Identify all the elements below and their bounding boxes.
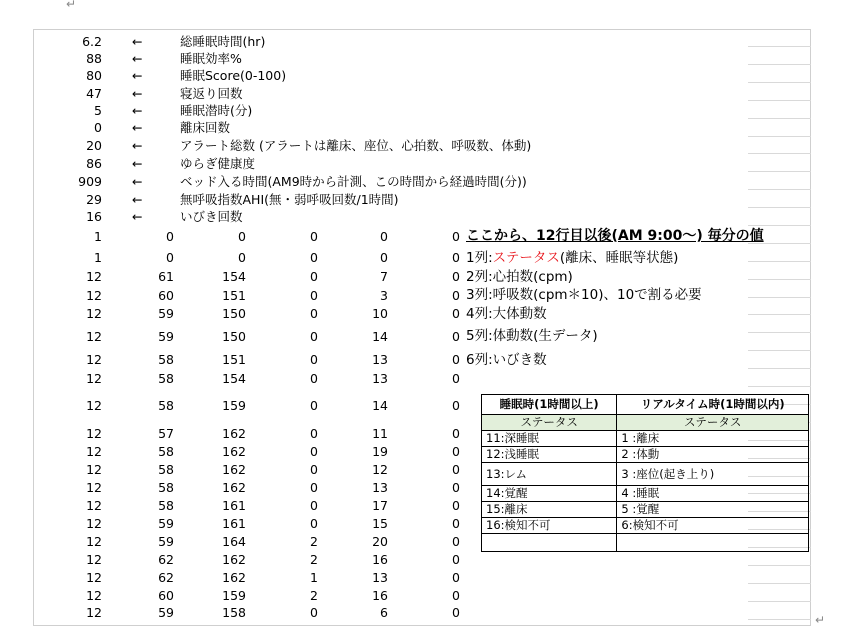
gridline bbox=[748, 350, 811, 351]
gridline bbox=[748, 64, 811, 65]
data-cell: 12 bbox=[86, 480, 102, 495]
data-cell: 0 bbox=[452, 570, 460, 585]
gridline bbox=[748, 82, 811, 83]
summary-arrow: ← bbox=[132, 34, 143, 49]
data-cell: 13 bbox=[372, 371, 388, 386]
data-cell: 58 bbox=[158, 498, 174, 513]
data-cell: 162 bbox=[222, 480, 246, 495]
legend-right-item: 2 :体動 bbox=[617, 447, 809, 463]
legend-header-realtime: リアルタイム時(1時間以内) bbox=[617, 395, 809, 415]
legend-right-item: 5 :覚醒 bbox=[617, 502, 809, 518]
data-cell: 14 bbox=[372, 398, 388, 413]
data-cell: 12 bbox=[86, 398, 102, 413]
gridline bbox=[748, 100, 811, 101]
summary-arrow: ← bbox=[132, 120, 143, 135]
gridline bbox=[748, 583, 811, 584]
data-cell: 58 bbox=[158, 371, 174, 386]
gridline bbox=[748, 565, 811, 566]
legend-left-item: 11:深睡眠 bbox=[482, 431, 617, 447]
data-cell: 12 bbox=[86, 516, 102, 531]
data-cell: 19 bbox=[372, 444, 388, 459]
data-cell: 2 bbox=[310, 588, 318, 603]
data-cell: 15 bbox=[372, 516, 388, 531]
data-cell: 164 bbox=[222, 534, 246, 549]
legend-left-item: 16:検知不可 bbox=[482, 518, 617, 534]
data-cell: 58 bbox=[158, 462, 174, 477]
data-cell: 0 bbox=[310, 398, 318, 413]
summary-arrow: ← bbox=[132, 209, 143, 224]
legend-left-item: 13:レム bbox=[482, 463, 617, 486]
data-cell: 7 bbox=[380, 269, 388, 284]
data-cell: 0 bbox=[310, 269, 318, 284]
summary-arrow: ← bbox=[132, 192, 143, 207]
legend-right-item: 1 :離床 bbox=[617, 431, 809, 447]
data-cell: 58 bbox=[158, 480, 174, 495]
data-cell: 59 bbox=[158, 516, 174, 531]
minute-data-headline: ここから、12行目以後(AM 9:00～) 毎分の値 bbox=[466, 228, 764, 244]
data-cell: 0 bbox=[452, 352, 460, 367]
data-cell: 62 bbox=[158, 552, 174, 567]
data-cell: 0 bbox=[310, 250, 318, 265]
data-cell: 58 bbox=[158, 398, 174, 413]
gridline bbox=[748, 297, 811, 298]
legend-left-item: 15:離床 bbox=[482, 502, 617, 518]
data-cell: 1 bbox=[94, 250, 102, 265]
data-cell: 10 bbox=[372, 306, 388, 321]
data-cell: 0 bbox=[452, 229, 460, 244]
summary-label: ベッド入る時間(AM9時から計測、この時間から経過時間(分)) bbox=[180, 174, 527, 189]
data-cell: 0 bbox=[238, 229, 246, 244]
note-col2: 2列:心拍数(cpm) bbox=[466, 269, 573, 285]
data-cell: 0 bbox=[452, 480, 460, 495]
data-cell: 151 bbox=[222, 288, 246, 303]
data-cell: 150 bbox=[222, 306, 246, 321]
data-cell: 13 bbox=[372, 352, 388, 367]
data-cell: 16 bbox=[372, 588, 388, 603]
data-cell: 16 bbox=[372, 552, 388, 567]
data-cell: 57 bbox=[158, 426, 174, 441]
data-cell: 59 bbox=[158, 306, 174, 321]
data-cell: 12 bbox=[86, 444, 102, 459]
note-col5: 5列:体動数(生データ) bbox=[466, 328, 598, 344]
data-cell: 0 bbox=[310, 498, 318, 513]
data-cell: 0 bbox=[452, 329, 460, 344]
gridline bbox=[748, 601, 811, 602]
note-col4: 4列:大体動数 bbox=[466, 306, 547, 322]
data-cell: 0 bbox=[310, 306, 318, 321]
data-cell: 12 bbox=[86, 570, 102, 585]
data-cell: 0 bbox=[166, 250, 174, 265]
data-cell: 12 bbox=[86, 426, 102, 441]
summary-value: 0 bbox=[94, 120, 102, 135]
data-cell: 62 bbox=[158, 570, 174, 585]
data-cell: 59 bbox=[158, 605, 174, 620]
data-cell: 12 bbox=[86, 552, 102, 567]
data-cell: 154 bbox=[222, 269, 246, 284]
data-cell: 158 bbox=[222, 605, 246, 620]
data-cell: 0 bbox=[452, 605, 460, 620]
data-cell: 161 bbox=[222, 498, 246, 513]
data-cell: 0 bbox=[310, 329, 318, 344]
data-cell: 162 bbox=[222, 462, 246, 477]
summary-label: 睡眠潜時(分) bbox=[180, 103, 253, 118]
summary-label: 離床回数 bbox=[180, 120, 231, 135]
gridline bbox=[748, 368, 811, 369]
data-cell: 12 bbox=[86, 269, 102, 284]
gridline bbox=[748, 279, 811, 280]
data-cell: 154 bbox=[222, 371, 246, 386]
note-col1-status: ステータス bbox=[492, 250, 560, 266]
summary-label: 総睡眠時間(hr) bbox=[180, 34, 266, 49]
data-cell: 12 bbox=[86, 371, 102, 386]
data-cell: 0 bbox=[452, 250, 460, 265]
data-cell: 60 bbox=[158, 588, 174, 603]
data-cell: 0 bbox=[310, 229, 318, 244]
data-cell: 162 bbox=[222, 444, 246, 459]
data-cell: 0 bbox=[310, 605, 318, 620]
data-cell: 0 bbox=[310, 288, 318, 303]
data-cell: 14 bbox=[372, 329, 388, 344]
data-cell: 59 bbox=[158, 534, 174, 549]
summary-arrow: ← bbox=[132, 68, 143, 83]
data-cell: 12 bbox=[86, 498, 102, 513]
gridline bbox=[748, 261, 811, 262]
summary-label: 無呼吸指数AHI(無・弱呼吸回数/1時間) bbox=[180, 192, 399, 207]
data-cell: 162 bbox=[222, 570, 246, 585]
data-cell: 12 bbox=[86, 352, 102, 367]
data-cell: 12 bbox=[86, 534, 102, 549]
gridline bbox=[748, 46, 811, 47]
note-col1 bbox=[466, 250, 678, 266]
data-cell: 0 bbox=[166, 229, 174, 244]
gridline bbox=[748, 314, 811, 315]
data-cell: 161 bbox=[222, 516, 246, 531]
data-cell: 12 bbox=[86, 306, 102, 321]
data-cell: 59 bbox=[158, 329, 174, 344]
data-cell: 0 bbox=[380, 250, 388, 265]
gridline bbox=[748, 332, 811, 333]
data-cell: 0 bbox=[452, 552, 460, 567]
data-cell: 0 bbox=[452, 306, 460, 321]
legend-right-item: 3 :座位(起き上り) bbox=[617, 463, 809, 486]
data-cell: 0 bbox=[452, 516, 460, 531]
legend-right-item: 6:検知不可 bbox=[617, 518, 809, 534]
summary-value: 47 bbox=[86, 86, 102, 101]
data-cell: 0 bbox=[452, 269, 460, 284]
data-cell: 12 bbox=[86, 288, 102, 303]
data-cell: 58 bbox=[158, 352, 174, 367]
legend-empty-cell bbox=[482, 534, 617, 552]
gridline bbox=[748, 189, 811, 190]
data-cell: 0 bbox=[452, 426, 460, 441]
summary-label: 寝返り回数 bbox=[180, 86, 243, 101]
data-cell: 60 bbox=[158, 288, 174, 303]
legend-header-sleep: 睡眠時(1時間以上) bbox=[482, 395, 617, 415]
summary-value: 909 bbox=[78, 174, 102, 189]
summary-value: 5 bbox=[94, 103, 102, 118]
summary-arrow: ← bbox=[132, 156, 143, 171]
data-cell: 0 bbox=[310, 371, 318, 386]
data-cell: 20 bbox=[372, 534, 388, 549]
summary-arrow: ← bbox=[132, 174, 143, 189]
data-cell: 6 bbox=[380, 605, 388, 620]
summary-value: 86 bbox=[86, 156, 102, 171]
data-cell: 0 bbox=[238, 250, 246, 265]
gridline bbox=[748, 153, 811, 154]
data-cell: 1 bbox=[94, 229, 102, 244]
note-col3: 3列:呼吸数(cpm＊10)、10で割る必要 bbox=[466, 287, 702, 303]
paragraph-mark-bottom: ↵ bbox=[815, 613, 826, 627]
data-cell: 3 bbox=[380, 288, 388, 303]
data-cell: 151 bbox=[222, 352, 246, 367]
legend-right-item: 4 :睡眠 bbox=[617, 486, 809, 502]
summary-value: 6.2 bbox=[82, 34, 102, 49]
summary-value: 88 bbox=[86, 51, 102, 66]
legend-left-item: 12:浅睡眠 bbox=[482, 447, 617, 463]
summary-label: アラート総数 (アラートは離床、座位、心拍数、呼吸数、体動) bbox=[180, 138, 532, 153]
note-col1-prefix: 1列: bbox=[466, 250, 493, 266]
legend-empty-cell bbox=[617, 534, 809, 552]
data-cell: 2 bbox=[310, 552, 318, 567]
data-cell: 0 bbox=[452, 288, 460, 303]
gridline bbox=[748, 207, 811, 208]
data-cell: 150 bbox=[222, 329, 246, 344]
data-cell: 0 bbox=[452, 588, 460, 603]
data-cell: 12 bbox=[372, 462, 388, 477]
data-cell: 2 bbox=[310, 534, 318, 549]
data-cell: 0 bbox=[452, 462, 460, 477]
legend-left-item: 14:覚醒 bbox=[482, 486, 617, 502]
data-cell: 0 bbox=[452, 398, 460, 413]
summary-value: 29 bbox=[86, 192, 102, 207]
paragraph-mark-top: ↵ bbox=[66, 0, 77, 11]
data-cell: 0 bbox=[452, 371, 460, 386]
data-cell: 0 bbox=[310, 480, 318, 495]
data-cell: 159 bbox=[222, 398, 246, 413]
data-cell: 12 bbox=[86, 588, 102, 603]
gridline bbox=[748, 619, 811, 620]
summary-arrow: ← bbox=[132, 86, 143, 101]
summary-value: 80 bbox=[86, 68, 102, 83]
data-cell: 0 bbox=[380, 229, 388, 244]
data-cell: 12 bbox=[86, 462, 102, 477]
data-cell: 11 bbox=[372, 426, 388, 441]
data-cell: 13 bbox=[372, 570, 388, 585]
summary-label: いびき回数 bbox=[180, 209, 243, 224]
summary-label: 睡眠Score(0-100) bbox=[180, 68, 287, 83]
data-cell: 0 bbox=[310, 426, 318, 441]
data-cell: 17 bbox=[372, 498, 388, 513]
data-cell: 162 bbox=[222, 552, 246, 567]
data-cell: 13 bbox=[372, 480, 388, 495]
data-cell: 12 bbox=[86, 605, 102, 620]
note-col1-suffix: (離床、睡眠等状態) bbox=[559, 250, 679, 266]
summary-value: 20 bbox=[86, 138, 102, 153]
data-cell: 0 bbox=[310, 516, 318, 531]
data-cell: 0 bbox=[452, 498, 460, 513]
legend-subheader-left: ステータス bbox=[482, 415, 617, 431]
data-cell: 0 bbox=[452, 444, 460, 459]
data-cell: 0 bbox=[310, 462, 318, 477]
gridline bbox=[748, 225, 811, 226]
status-legend-table bbox=[481, 394, 809, 552]
summary-arrow: ← bbox=[132, 103, 143, 118]
note-col6: 6列:いびき数 bbox=[466, 352, 547, 368]
data-cell: 0 bbox=[452, 534, 460, 549]
data-cell: 162 bbox=[222, 426, 246, 441]
data-cell: 1 bbox=[310, 570, 318, 585]
data-cell: 61 bbox=[158, 269, 174, 284]
legend-subheader-right: ステータス bbox=[617, 415, 809, 431]
gridline bbox=[748, 386, 811, 387]
summary-label: 睡眠効率% bbox=[180, 51, 242, 66]
gridline bbox=[748, 136, 811, 137]
data-cell: 0 bbox=[310, 444, 318, 459]
data-cell: 58 bbox=[158, 444, 174, 459]
summary-arrow: ← bbox=[132, 138, 143, 153]
summary-arrow: ← bbox=[132, 51, 143, 66]
summary-value: 16 bbox=[86, 209, 102, 224]
data-cell: 12 bbox=[86, 329, 102, 344]
data-cell: 0 bbox=[310, 352, 318, 367]
summary-label: ゆらぎ健康度 bbox=[180, 156, 256, 171]
gridline bbox=[748, 171, 811, 172]
data-cell: 159 bbox=[222, 588, 246, 603]
gridline bbox=[748, 118, 811, 119]
